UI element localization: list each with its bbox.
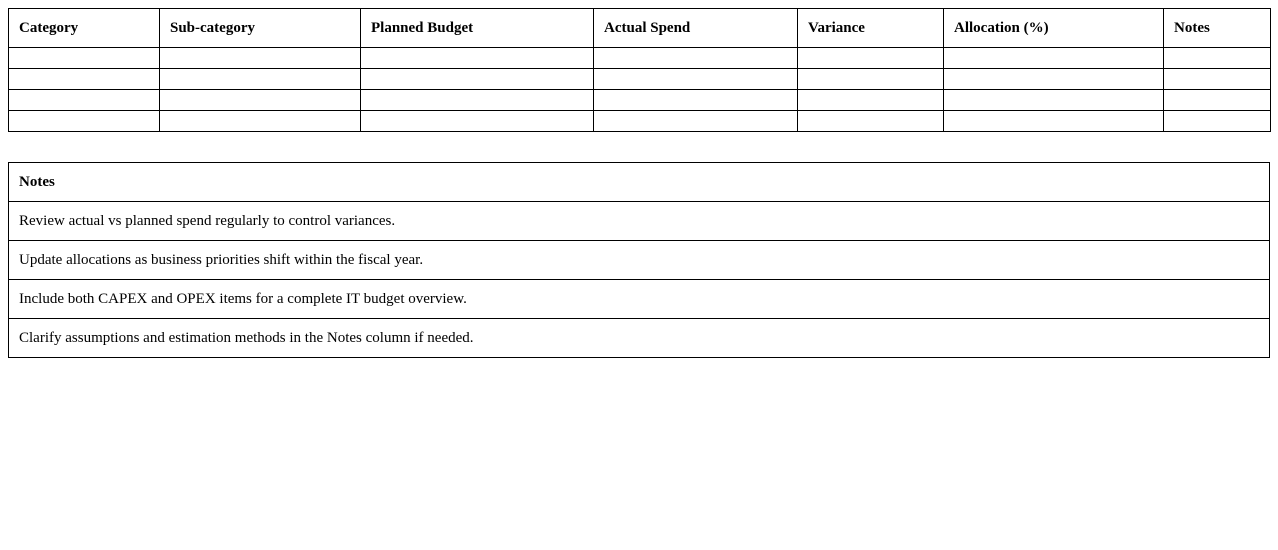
list-item xyxy=(9,319,1270,358)
table-cell[interactable] xyxy=(361,69,594,90)
column-header-sub-category: Sub-category xyxy=(160,9,361,48)
table-cell[interactable] xyxy=(798,69,944,90)
budget-table xyxy=(8,8,1271,132)
table-cell[interactable] xyxy=(944,111,1164,132)
table-cell[interactable] xyxy=(160,69,361,90)
table-cell[interactable] xyxy=(594,69,798,90)
column-header-category: Category xyxy=(9,9,160,48)
table-cell[interactable] xyxy=(1164,111,1271,132)
table-cell[interactable] xyxy=(944,69,1164,90)
table-cell[interactable] xyxy=(361,90,594,111)
table-cell[interactable] xyxy=(9,48,160,69)
column-header-variance: Variance xyxy=(798,9,944,48)
table-cell[interactable] xyxy=(798,48,944,69)
table-cell[interactable] xyxy=(798,90,944,111)
budget-header-row xyxy=(9,9,1271,48)
table-row xyxy=(9,48,1271,69)
table-row xyxy=(9,111,1271,132)
table-cell[interactable] xyxy=(361,111,594,132)
note-text: Update allocations as business priorities shift within the fiscal year. xyxy=(9,241,1270,280)
table-cell[interactable] xyxy=(944,48,1164,69)
table-cell[interactable] xyxy=(9,69,160,90)
table-cell[interactable] xyxy=(1164,69,1271,90)
list-item xyxy=(9,241,1270,280)
notes-title: Notes xyxy=(9,163,1270,202)
table-cell[interactable] xyxy=(594,90,798,111)
note-text: Include both CAPEX and OPEX items for a complete IT budget overview. xyxy=(9,280,1270,319)
list-item xyxy=(9,202,1270,241)
table-cell[interactable] xyxy=(594,48,798,69)
table-cell[interactable] xyxy=(9,111,160,132)
note-text: Review actual vs planned spend regularly to control variances. xyxy=(9,202,1270,241)
note-text: Clarify assumptions and estimation methods in the Notes column if needed. xyxy=(9,319,1270,358)
table-cell[interactable] xyxy=(361,48,594,69)
table-cell[interactable] xyxy=(160,111,361,132)
notes-header-row xyxy=(9,163,1270,202)
table-cell[interactable] xyxy=(9,90,160,111)
table-cell[interactable] xyxy=(798,111,944,132)
table-cell[interactable] xyxy=(944,90,1164,111)
column-header-actual-spend: Actual Spend xyxy=(594,9,798,48)
column-header-planned-budget: Planned Budget xyxy=(361,9,594,48)
notes-table xyxy=(8,162,1270,358)
list-item xyxy=(9,280,1270,319)
table-cell[interactable] xyxy=(1164,90,1271,111)
table-row xyxy=(9,90,1271,111)
table-cell[interactable] xyxy=(160,90,361,111)
table-row xyxy=(9,69,1271,90)
column-header-allocation: Allocation (%) xyxy=(944,9,1164,48)
table-cell[interactable] xyxy=(1164,48,1271,69)
table-cell[interactable] xyxy=(160,48,361,69)
table-cell[interactable] xyxy=(594,111,798,132)
column-header-notes: Notes xyxy=(1164,9,1271,48)
